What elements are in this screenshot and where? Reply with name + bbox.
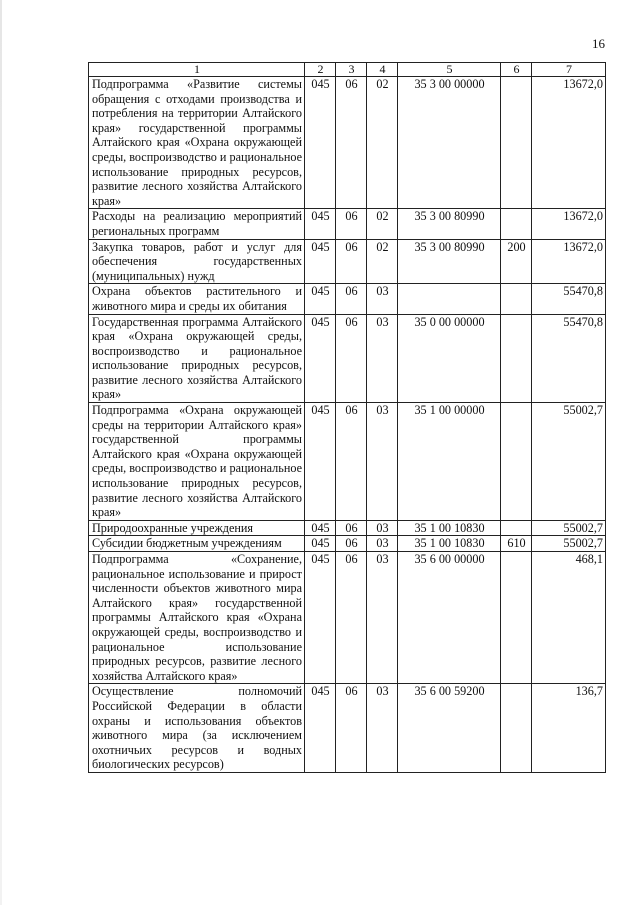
target-article-code: 35 1 00 10830 bbox=[398, 536, 501, 552]
scan-edge bbox=[0, 0, 2, 905]
expense-type-code bbox=[501, 284, 532, 314]
row-name: Охрана объектов растительного и животного мира и среды их обитания bbox=[89, 284, 305, 314]
page-number: 16 bbox=[592, 36, 605, 51]
column-header: 1 bbox=[89, 63, 305, 77]
subsection-code: 03 bbox=[367, 552, 398, 684]
ministry-code: 045 bbox=[305, 284, 336, 314]
column-header: 4 bbox=[367, 63, 398, 77]
subsection-code: 02 bbox=[367, 209, 398, 239]
table-row bbox=[89, 314, 606, 403]
target-article-code: 35 1 00 10830 bbox=[398, 520, 501, 536]
expense-type-code bbox=[501, 209, 532, 239]
row-name: Субсидии бюджетным учреждениям bbox=[89, 536, 305, 552]
section-code: 06 bbox=[336, 536, 367, 552]
section-code: 06 bbox=[336, 209, 367, 239]
row-name: Осуществление полномочий Российской Федерации в области охраны и использования объектов животного мира (за исключением охотничьих ресурсов и водных биологических ресурсов) bbox=[89, 684, 305, 773]
subsection-code: 02 bbox=[367, 239, 398, 284]
table-row bbox=[89, 284, 606, 314]
amount: 136,7 bbox=[532, 684, 606, 773]
target-article-code: 35 6 00 59200 bbox=[398, 684, 501, 773]
column-header: 2 bbox=[305, 63, 336, 77]
expense-type-code bbox=[501, 520, 532, 536]
target-article-code: 35 0 00 00000 bbox=[398, 314, 501, 403]
expense-type-code: 610 bbox=[501, 536, 532, 552]
amount: 13672,0 bbox=[532, 77, 606, 209]
amount: 468,1 bbox=[532, 552, 606, 684]
section-code: 06 bbox=[336, 77, 367, 209]
subsection-code: 03 bbox=[367, 314, 398, 403]
row-name: Подпрограмма «Сохранение, рациональное использование и прирост численности объектов животного мира Алтайского края» государственной программы Алтайского края «Охрана окружающей среды, воспроизводство и рациональное использование природных ресурсов, развитие лесного хозяйства Алтайского края» bbox=[89, 552, 305, 684]
ministry-code: 045 bbox=[305, 684, 336, 773]
target-article-code: 35 6 00 00000 bbox=[398, 552, 501, 684]
expense-type-code bbox=[501, 403, 532, 521]
amount: 55470,8 bbox=[532, 284, 606, 314]
table-row bbox=[89, 77, 606, 209]
ministry-code: 045 bbox=[305, 209, 336, 239]
table-row bbox=[89, 552, 606, 684]
target-article-code bbox=[398, 284, 501, 314]
row-name: Государственная программа Алтайского края «Охрана окружающей среды, воспроизводство и рациональное использование природных ресурсов, развитие лесного хозяйства Алтайского края» bbox=[89, 314, 305, 403]
section-code: 06 bbox=[336, 239, 367, 284]
ministry-code: 045 bbox=[305, 552, 336, 684]
expense-type-code bbox=[501, 684, 532, 773]
target-article-code: 35 1 00 00000 bbox=[398, 403, 501, 521]
subsection-code: 02 bbox=[367, 77, 398, 209]
table-row bbox=[89, 209, 606, 239]
column-header: 3 bbox=[336, 63, 367, 77]
column-header: 7 bbox=[532, 63, 606, 77]
expense-type-code: 200 bbox=[501, 239, 532, 284]
target-article-code: 35 3 00 00000 bbox=[398, 77, 501, 209]
amount: 13672,0 bbox=[532, 239, 606, 284]
section-code: 06 bbox=[336, 520, 367, 536]
amount: 55002,7 bbox=[532, 403, 606, 521]
subsection-code: 03 bbox=[367, 284, 398, 314]
amount: 13672,0 bbox=[532, 209, 606, 239]
target-article-code: 35 3 00 80990 bbox=[398, 239, 501, 284]
subsection-code: 03 bbox=[367, 520, 398, 536]
row-name: Подпрограмма «Охрана окружающей среды на территории Алтайского края» государственной программы Алтайского края «Охрана окружающей среды, воспроизводство и рациональное использование природных ресурсов, развитие лесного хозяйства Алтайского края» bbox=[89, 403, 305, 521]
ministry-code: 045 bbox=[305, 536, 336, 552]
subsection-code: 03 bbox=[367, 403, 398, 521]
section-code: 06 bbox=[336, 314, 367, 403]
ministry-code: 045 bbox=[305, 77, 336, 209]
subsection-code: 03 bbox=[367, 536, 398, 552]
table-row bbox=[89, 239, 606, 284]
section-code: 06 bbox=[336, 403, 367, 521]
table-row bbox=[89, 536, 606, 552]
amount: 55002,7 bbox=[532, 520, 606, 536]
table-row bbox=[89, 403, 606, 521]
ministry-code: 045 bbox=[305, 403, 336, 521]
budget-table bbox=[88, 62, 606, 773]
row-name: Закупка товаров, работ и услуг для обеспечения государственных (муниципальных) нужд bbox=[89, 239, 305, 284]
section-code: 06 bbox=[336, 684, 367, 773]
ministry-code: 045 bbox=[305, 314, 336, 403]
row-name: Природоохранные учреждения bbox=[89, 520, 305, 536]
section-code: 06 bbox=[336, 552, 367, 684]
amount: 55470,8 bbox=[532, 314, 606, 403]
subsection-code: 03 bbox=[367, 684, 398, 773]
expense-type-code bbox=[501, 552, 532, 684]
table-row bbox=[89, 520, 606, 536]
header-row bbox=[89, 63, 606, 77]
amount: 55002,7 bbox=[532, 536, 606, 552]
row-name: Расходы на реализацию мероприятий региональных программ bbox=[89, 209, 305, 239]
expense-type-code bbox=[501, 314, 532, 403]
ministry-code: 045 bbox=[305, 520, 336, 536]
ministry-code: 045 bbox=[305, 239, 336, 284]
column-header: 5 bbox=[398, 63, 501, 77]
table-row bbox=[89, 684, 606, 773]
expense-type-code bbox=[501, 77, 532, 209]
row-name: Подпрограмма «Развитие системы обращения с отходами производства и потребления на территории Алтайского края» государственной программы Алтайского края «Охрана окружающей среды, воспроизводство и рациональное использование природных ресурсов, развитие лесного хозяйства Алтайского края» bbox=[89, 77, 305, 209]
target-article-code: 35 3 00 80990 bbox=[398, 209, 501, 239]
column-header: 6 bbox=[501, 63, 532, 77]
section-code: 06 bbox=[336, 284, 367, 314]
